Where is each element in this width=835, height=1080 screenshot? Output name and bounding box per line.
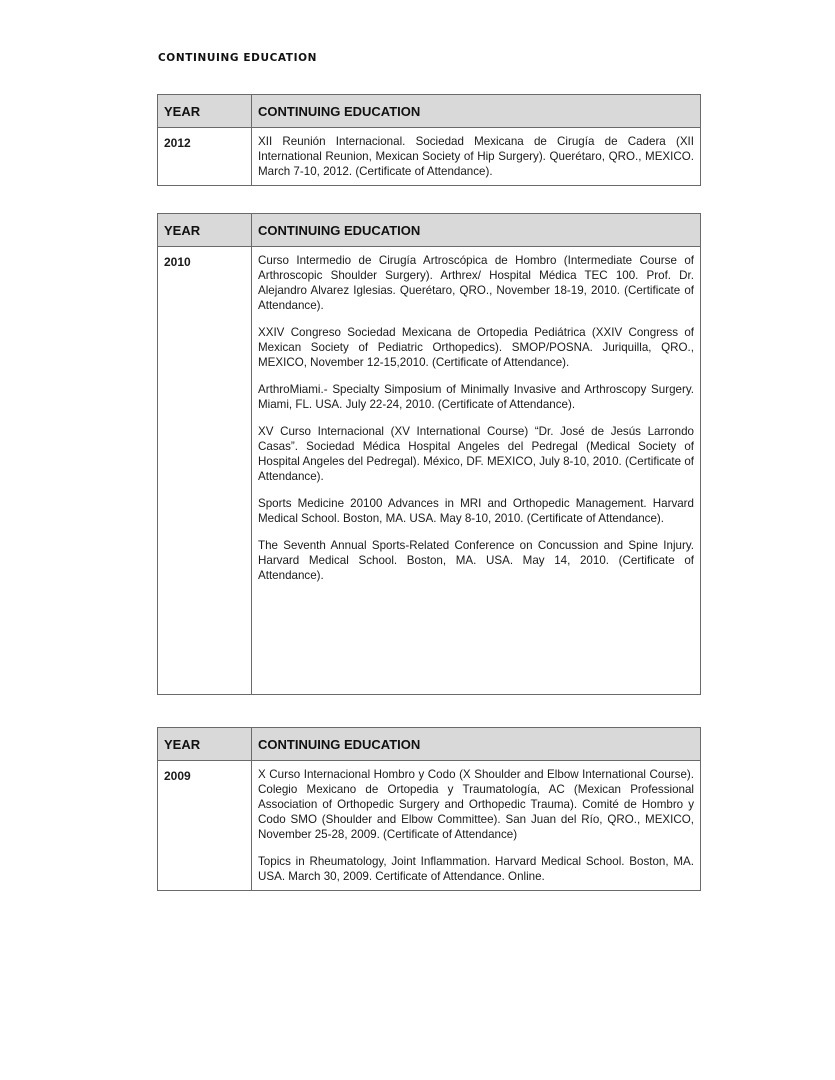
table-header-row bbox=[158, 728, 701, 761]
year-column-header: YEAR bbox=[158, 95, 252, 128]
education-entry: Curso Intermedio de Cirugía Artroscópica de Hombro (Intermediate Course of Arthroscopic Shoulder Surgery). Arthrex/ Hospital Médica TEC 100. Prof. Dr. Alejandro Alvarez Iglesias. Querétaro, QRO., November 18-19, 2010. (Certificate of Attendance). bbox=[258, 254, 694, 312]
education-entry: XII Reunión Internacional. Sociedad Mexicana de Cirugía de Cadera (XII International Reunion, Mexican Society of Hip Surgery). Querétaro, QRO., MEXICO. March 7-10, 2012. (Certificate of Attendance). bbox=[258, 135, 694, 178]
education-table-2010 bbox=[157, 213, 701, 695]
education-entry: XV Curso Internacional (XV International Course) “Dr. José de Jesús Larrondo Casas”. Sociedad Médica Hospital Angeles del Pedregal (Medical Society of Hospital Angeles del Pedregal). México, DF. MEXICO, July 8-10, 2010. (Certificate of Attendance). bbox=[258, 425, 694, 483]
page-title: CONTINUING EDUCATION bbox=[158, 52, 317, 64]
education-entry: Topics in Rheumatology, Joint Inflammation. Harvard Medical School. Boston, MA. USA. March 30, 2009. Certificate of Attendance. Online. bbox=[258, 855, 694, 883]
year-cell: 2010 bbox=[158, 247, 252, 695]
education-column-header: CONTINUING EDUCATION bbox=[252, 728, 701, 761]
year-column-header: YEAR bbox=[158, 728, 252, 761]
table-row bbox=[158, 128, 701, 186]
table-row bbox=[158, 247, 701, 695]
year-column-header: YEAR bbox=[158, 214, 252, 247]
entries-cell bbox=[252, 128, 701, 186]
education-column-header: CONTINUING EDUCATION bbox=[252, 214, 701, 247]
year-cell: 2009 bbox=[158, 761, 252, 891]
education-entry: The Seventh Annual Sports-Related Conference on Concussion and Spine Injury. Harvard Medical School. Boston, MA. USA. May 14, 2010. (Certificate of Attendance). bbox=[258, 539, 694, 582]
entries-cell bbox=[252, 761, 701, 891]
education-entry: X Curso Internacional Hombro y Codo (X Shoulder and Elbow International Course). Colegio Mexicano de Ortopedia y Traumatología, AC (Mexican Professional Association of Orthopedic Surgery and Orthopedic Trauma). Comité de Hombro y Codo SMO (Shoulder and Elbow Committee). San Juan del Río, QRO., MEXICO, November 25-28, 2009. (Certificate of Attendance) bbox=[258, 768, 694, 841]
education-column-header: CONTINUING EDUCATION bbox=[252, 95, 701, 128]
entries-cell bbox=[252, 247, 701, 695]
table-header-row bbox=[158, 214, 701, 247]
education-entry: ArthroMiami.- Specialty Simposium of Minimally Invasive and Arthroscopy Surgery. Miami, FL. USA. July 22-24, 2010. (Certificate of Attendance). bbox=[258, 383, 694, 411]
table-row bbox=[158, 761, 701, 891]
year-cell: 2012 bbox=[158, 128, 252, 186]
table-header-row bbox=[158, 95, 701, 128]
education-table-2012 bbox=[157, 94, 701, 186]
education-entry: Sports Medicine 20100 Advances in MRI and Orthopedic Management. Harvard Medical School. Boston, MA. USA. May 8-10, 2010. (Certificate of Attendance). bbox=[258, 497, 694, 525]
education-table-2009 bbox=[157, 727, 701, 891]
education-entry: XXIV Congreso Sociedad Mexicana de Ortopedia Pediátrica (XXIV Congress of Mexican Society of Pediatric Orthopedics). SMOP/POSNA. Juriquilla, QRO., MEXICO, November 12-15,2010. (Certificate of Attendance). bbox=[258, 326, 694, 369]
